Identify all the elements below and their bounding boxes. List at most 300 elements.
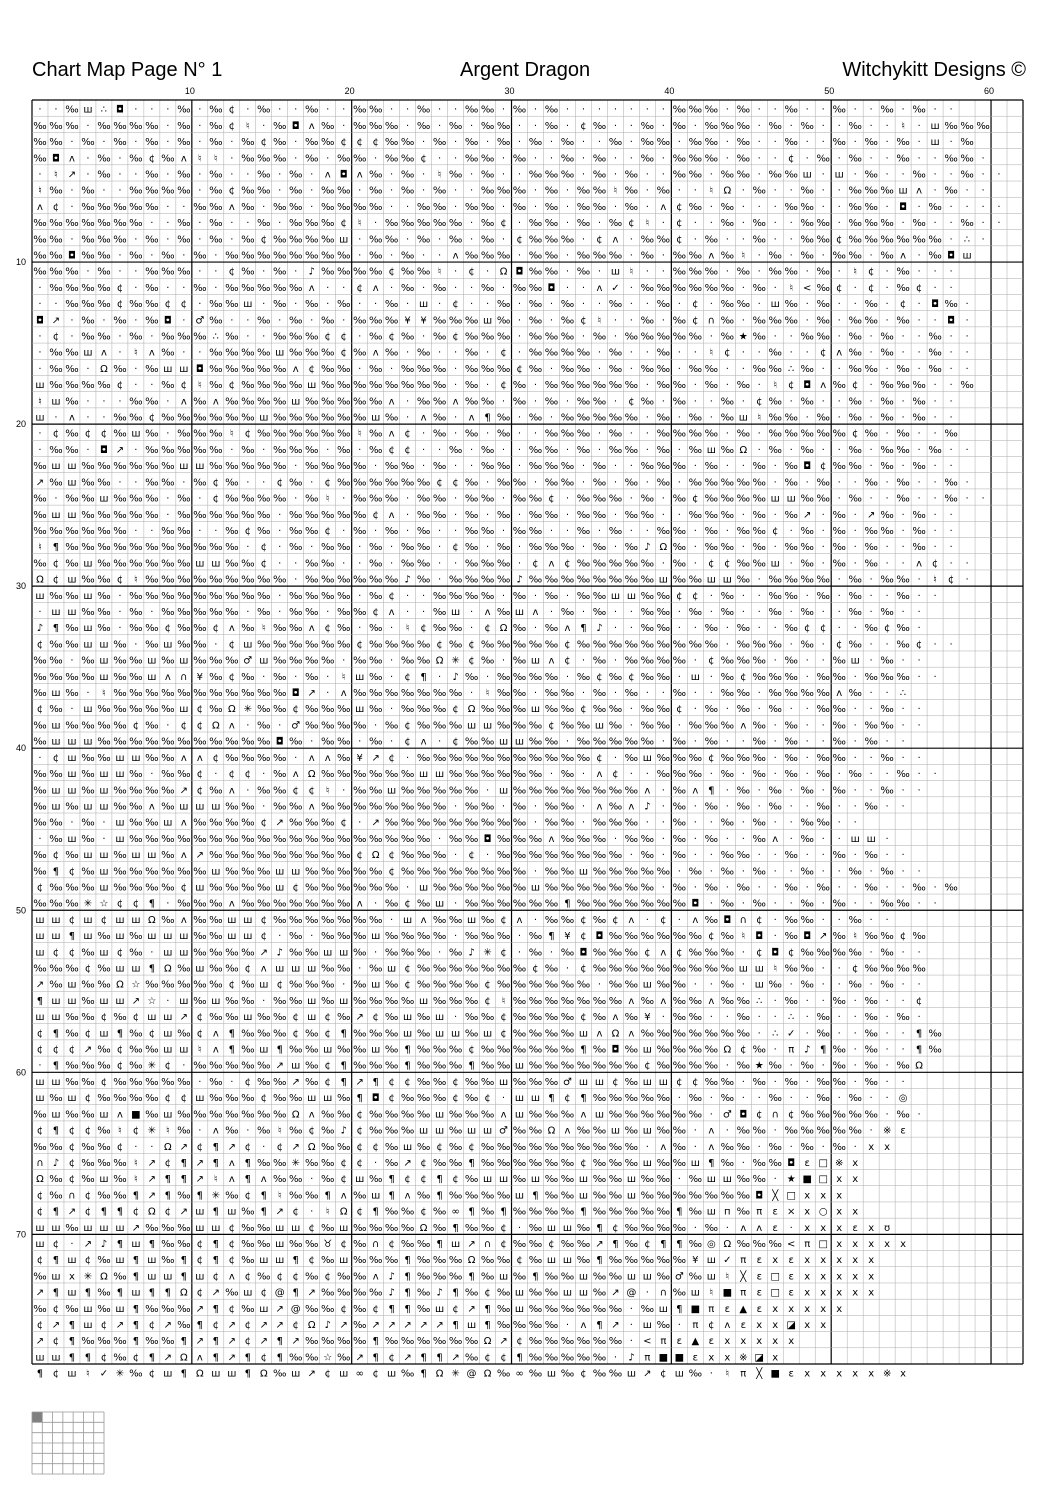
chart-symbol-cell: · (662, 834, 665, 845)
chart-symbol-cell: · (886, 769, 889, 780)
chart-symbol-cell: ш (275, 348, 284, 359)
chart-symbol-cell: ‰ (257, 380, 270, 391)
chart-symbol-cell: ш (35, 591, 44, 602)
chart-symbol-cell: ✓ (100, 1369, 108, 1380)
chart-symbol-cell: · (486, 429, 489, 440)
chart-symbol-cell: · (790, 1223, 793, 1234)
chart-symbol-cell: ↗ (84, 1239, 92, 1250)
chart-symbol-cell: ‰ (433, 137, 446, 148)
chart-symbol-cell: ‰ (497, 510, 510, 521)
chart-symbol-cell: ш (403, 1012, 412, 1023)
chart-symbol-cell: · (166, 137, 169, 148)
chart-symbol-cell: π (788, 1045, 794, 1056)
chart-symbol-cell: · (886, 834, 889, 845)
chart-symbol-cell: ‰ (737, 169, 750, 180)
chart-symbol-cell: ‰ (769, 1239, 782, 1250)
chart-symbol-cell: ‰ (241, 980, 254, 991)
chart-symbol-cell: · (134, 169, 137, 180)
chart-symbol-cell: · (374, 461, 377, 472)
chart-symbol-cell: ‰ (209, 915, 222, 926)
chart-symbol-cell: ‰ (657, 1207, 670, 1218)
chart-symbol-cell: · (726, 429, 729, 440)
chart-symbol-cell: ‰ (81, 542, 94, 553)
chart-symbol-cell: ‰ (753, 899, 766, 910)
chart-symbol-cell: · (582, 769, 585, 780)
chart-symbol-cell: · (726, 234, 729, 245)
chart-symbol-cell: ‰ (401, 688, 414, 699)
chart-symbol-cell: ‰ (177, 1239, 190, 1250)
chart-symbol-cell: · (502, 445, 505, 456)
chart-symbol-cell: ‰ (161, 477, 174, 488)
chart-symbol-cell: ¢ (197, 769, 203, 780)
chart-symbol-cell: · (278, 510, 281, 521)
chart-symbol-cell: ¢ (53, 575, 59, 586)
chart-symbol-cell: x (772, 1304, 778, 1315)
chart-symbol-cell: ‰ (832, 429, 845, 440)
chart-symbol-cell: ∩ (180, 672, 187, 683)
chart-symbol-cell: ‰ (289, 234, 302, 245)
chart-symbol-cell: ▲ (691, 1336, 699, 1347)
chart-symbol-cell: ‰ (465, 348, 478, 359)
chart-symbol-cell: ¢ (325, 1061, 331, 1072)
chart-symbol-cell: · (678, 510, 681, 521)
chart-symbol-cell: ∞ (451, 1207, 459, 1218)
chart-symbol-cell: · (230, 234, 233, 245)
chart-symbol-cell: ‰ (657, 1158, 670, 1169)
chart-symbol-cell: ‰ (561, 137, 574, 148)
chart-symbol-cell: · (630, 1304, 633, 1315)
chart-symbol-cell: ‰ (880, 980, 893, 991)
chart-symbol-cell: ш (707, 1207, 716, 1218)
chart-symbol-cell: ш (707, 575, 716, 586)
chart-symbol-cell: · (933, 461, 936, 472)
chart-symbol-cell: · (38, 105, 41, 116)
chart-symbol-cell: ‰ (737, 558, 750, 569)
chart-symbol-cell: ʌ (756, 1223, 762, 1234)
chart-symbol-cell: ‰ (353, 380, 366, 391)
chart-symbol-cell: ш (339, 947, 348, 958)
chart-symbol-cell: ‰ (433, 1336, 446, 1347)
chart-symbol-cell: ш (163, 1028, 172, 1039)
chart-symbol-cell: ○ (819, 1207, 828, 1218)
chart-symbol-cell: ‰ (145, 980, 158, 991)
chart-symbol-cell: Ω (500, 267, 508, 278)
chart-symbol-cell: · (438, 947, 441, 958)
chart-symbol-cell: ‰ (449, 964, 462, 975)
chart-symbol-cell: · (646, 1142, 649, 1153)
chart-symbol-cell: ‰ (97, 380, 110, 391)
chart-symbol-cell: ‰ (273, 332, 286, 343)
chart-symbol-cell: ‰ (145, 477, 158, 488)
chart-symbol-cell: · (550, 153, 553, 164)
chart-symbol-cell: ¢ (612, 1077, 618, 1088)
chart-symbol-cell: ♪ (309, 267, 315, 278)
chart-symbol-cell: ‰ (369, 639, 382, 650)
chart-symbol-cell: ‰ (880, 413, 893, 424)
chart-symbol-cell: ‰ (257, 526, 270, 537)
chart-symbol-cell: · (758, 688, 761, 699)
chart-symbol-cell: ‰ (577, 429, 590, 440)
chart-symbol-cell: · (550, 364, 553, 375)
chart-symbol-cell: ‰ (785, 299, 798, 310)
chart-symbol-cell: ш (243, 1288, 252, 1299)
chart-symbol-cell: ‰ (273, 380, 286, 391)
chart-symbol-cell: · (566, 445, 569, 456)
chart-symbol-cell: ‰ (161, 1336, 174, 1347)
chart-symbol-cell: ¢ (404, 720, 410, 731)
chart-symbol-cell: ♮ (326, 494, 330, 505)
chart-symbol-cell: ‰ (737, 753, 750, 764)
chart-symbol-cell: · (54, 299, 57, 310)
chart-symbol-cell: ш (147, 656, 156, 667)
chart-symbol-cell: ш (83, 1304, 92, 1315)
chart-symbol-cell: ‰ (273, 494, 286, 505)
chart-symbol-cell: · (438, 153, 441, 164)
chart-symbol-cell: ‰ (353, 656, 366, 667)
chart-symbol-cell: ‰ (369, 996, 382, 1007)
chart-symbol-cell: ‰ (305, 332, 318, 343)
chart-symbol-cell: ‰ (241, 267, 254, 278)
chart-symbol-cell: ‰ (337, 429, 350, 440)
chart-symbol-cell: ‰ (593, 850, 606, 861)
chart-symbol-cell: ¶ (660, 1239, 666, 1250)
chart-symbol-cell: ‰ (545, 250, 558, 261)
chart-symbol-cell: ‰ (145, 623, 158, 634)
chart-symbol-cell: ‰ (960, 121, 973, 132)
chart-symbol-cell: ʌ (612, 234, 618, 245)
chart-symbol-cell: · (933, 477, 936, 488)
chart-symbol-cell: ¶ (133, 1336, 139, 1347)
chart-symbol-cell: ¶ (85, 1352, 91, 1363)
chart-symbol-cell: ʌ (580, 1109, 586, 1120)
chart-symbol-cell: ‰ (289, 202, 302, 213)
chart-symbol-cell: ‰ (832, 672, 845, 683)
chart-symbol-cell: ♮ (134, 348, 138, 359)
chart-symbol-cell: ‰ (593, 202, 606, 213)
chart-symbol-cell: ‰ (465, 818, 478, 829)
chart-symbol-cell: ‰ (225, 1061, 238, 1072)
chart-symbol-cell: · (294, 753, 297, 764)
chart-symbol-cell: x (820, 1223, 826, 1234)
chart-symbol-cell: ¢ (245, 1320, 251, 1331)
chart-symbol-cell: ‰ (177, 607, 190, 618)
chart-symbol-cell: · (422, 607, 425, 618)
chart-symbol-cell: ‰ (113, 510, 126, 521)
current-page-highlight (32, 1412, 42, 1422)
chart-symbol-cell: ¢ (293, 785, 299, 796)
chart-symbol-cell: ‰ (177, 169, 190, 180)
chart-symbol-cell: ‰ (241, 348, 254, 359)
chart-symbol-cell: · (933, 413, 936, 424)
chart-symbol-cell: ‰ (321, 234, 334, 245)
chart-symbol-cell: ‰ (289, 656, 302, 667)
chart-symbol-cell: · (310, 315, 313, 326)
chart-symbol-cell: ш (275, 964, 284, 975)
chart-symbol-cell: · (646, 169, 649, 180)
chart-symbol-cell: · (981, 169, 984, 180)
chart-symbol-cell: ‰ (625, 575, 638, 586)
chart-symbol-cell: ♮ (630, 267, 634, 278)
chart-symbol-cell: · (246, 477, 249, 488)
chart-symbol-cell: ‰ (257, 720, 270, 731)
chart-symbol-cell: ‰ (976, 121, 989, 132)
chart-symbol-cell: ‰ (673, 558, 686, 569)
chart-symbol-cell: ¶ (676, 1207, 682, 1218)
chart-symbol-cell: · (38, 299, 41, 310)
chart-symbol-cell: · (678, 1093, 681, 1104)
chart-symbol-cell: · (742, 1077, 745, 1088)
chart-symbol-cell: · (822, 1142, 825, 1153)
column-number-label: 50 (824, 86, 834, 96)
chart-symbol-cell: ∴ (964, 234, 970, 245)
chart-symbol-cell: ↗ (212, 1288, 220, 1299)
chart-symbol-cell: ¢ (37, 1320, 43, 1331)
chart-symbol-cell: ╳ (755, 1367, 763, 1380)
chart-symbol-cell: ш (147, 672, 156, 683)
chart-symbol-cell: ¢ (500, 915, 506, 926)
chart-symbol-cell: ‰ (337, 931, 350, 942)
chart-symbol-cell: · (870, 153, 873, 164)
chart-symbol-cell: ‰ (848, 234, 861, 245)
chart-symbol-cell: ш (307, 380, 316, 391)
chart-symbol-cell: ‰ (97, 1093, 110, 1104)
chart-symbol-cell: ‰ (593, 1352, 606, 1363)
chart-symbol-cell: · (965, 364, 968, 375)
chart-symbol-cell: ‰ (609, 1061, 622, 1072)
chart-symbol-cell: · (854, 299, 857, 310)
chart-symbol-cell: ↗ (371, 753, 379, 764)
chart-symbol-cell: · (710, 1093, 713, 1104)
chart-symbol-cell: · (854, 283, 857, 294)
chart-symbol-cell: ‰ (273, 396, 286, 407)
chart-symbol-cell: ʌ (916, 186, 922, 197)
chart-symbol-cell: ‰ (657, 639, 670, 650)
chart-symbol-cell: · (262, 332, 265, 343)
chart-symbol-cell: ¶ (69, 1352, 75, 1363)
chart-symbol-cell: ‰ (529, 1109, 542, 1120)
chart-symbol-cell: ш (99, 769, 108, 780)
chart-symbol-cell: ‰ (225, 461, 238, 472)
chart-symbol-cell: ↗ (148, 1190, 156, 1201)
chart-symbol-cell: ‰ (785, 623, 798, 634)
chart-symbol-cell: · (774, 283, 777, 294)
chart-symbol-cell: ‰ (385, 1045, 398, 1056)
chart-symbol-cell: ‰ (529, 1077, 542, 1088)
chart-symbol-cell: ‰ (385, 931, 398, 942)
chart-symbol-cell: ‰ (896, 494, 909, 505)
chart-symbol-cell: ш (659, 575, 668, 586)
chart-symbol-cell: ‰ (657, 1255, 670, 1266)
chart-symbol-cell: ‰ (353, 153, 366, 164)
chart-symbol-cell: ‰ (513, 1271, 526, 1282)
chart-symbol-cell: ‰ (609, 899, 622, 910)
chart-symbol-cell: ‰ (353, 1190, 366, 1201)
chart-symbol-cell: ‰ (705, 477, 718, 488)
chart-symbol-cell: · (230, 153, 233, 164)
chart-symbol-cell: ‰ (433, 607, 446, 618)
chart-symbol-cell: · (710, 818, 713, 829)
chart-symbol-cell: ¢ (452, 332, 458, 343)
chart-symbol-cell: ♮ (198, 153, 202, 164)
chart-symbol-cell: ‰ (609, 1158, 622, 1169)
chart-symbol-cell: ‰ (832, 753, 845, 764)
chart-symbol-cell: ♮ (438, 169, 442, 180)
chart-symbol-cell: ‰ (369, 866, 382, 877)
chart-symbol-cell: ш (419, 996, 428, 1007)
chart-symbol-cell: ‰ (177, 1304, 190, 1315)
chart-symbol-cell: · (598, 445, 601, 456)
chart-symbol-cell: ɛ (789, 1255, 794, 1266)
chart-symbol-cell: ‰ (625, 1223, 638, 1234)
chart-symbol-cell: ¢ (245, 1190, 251, 1201)
chart-symbol-cell: ʌ (580, 1320, 586, 1331)
chart-symbol-cell: · (886, 1028, 889, 1039)
chart-symbol-cell: ‰ (337, 591, 350, 602)
chart-symbol-cell: ‰ (337, 186, 350, 197)
chart-symbol-cell: · (790, 234, 793, 245)
chart-symbol-cell: · (726, 461, 729, 472)
chart-symbol-cell: ¢ (261, 915, 267, 926)
chart-symbol-cell: ‰ (577, 1352, 590, 1363)
chart-symbol-cell: · (886, 915, 889, 926)
chart-symbol-cell: · (278, 526, 281, 537)
chart-symbol-cell: · (182, 250, 185, 261)
chart-symbol-cell: · (854, 105, 857, 116)
chart-symbol-cell: ‰ (561, 720, 574, 731)
chart-symbol-cell: · (758, 801, 761, 812)
chart-symbol-cell: ‰ (385, 769, 398, 780)
chart-symbol-cell: ♮ (278, 1190, 282, 1201)
chart-symbol-cell: · (742, 315, 745, 326)
chart-symbol-cell: ✳ (292, 1158, 300, 1169)
chart-symbol-cell: ‰ (209, 785, 222, 796)
chart-symbol-cell: ¢ (101, 1320, 107, 1331)
chart-symbol-cell: ʌ (325, 753, 331, 764)
chart-symbol-cell: · (454, 526, 457, 537)
chart-symbol-cell: · (822, 785, 825, 796)
chart-symbol-cell: ‰ (721, 899, 734, 910)
chart-symbol-cell: ↗ (36, 1336, 44, 1347)
chart-symbol-cell: ‰ (721, 1077, 734, 1088)
chart-symbol-cell: ‰ (257, 169, 270, 180)
chart-symbol-cell: ‰ (369, 1288, 382, 1299)
chart-symbol-cell: · (134, 267, 137, 278)
chart-symbol-cell: ‰ (801, 607, 814, 618)
chart-symbol-cell: · (342, 656, 345, 667)
chart-symbol-cell: ‰ (545, 1028, 558, 1039)
chart-symbol-cell: ‰ (705, 267, 718, 278)
chart-symbol-cell: · (70, 818, 73, 829)
chart-symbol-cell: · (933, 769, 936, 780)
chart-symbol-cell: ‰ (129, 202, 142, 213)
chart-symbol-cell: ¶ (149, 1239, 155, 1250)
chart-symbol-cell: ‰ (65, 964, 78, 975)
chart-symbol-cell: ‰ (385, 1255, 398, 1266)
chart-symbol-cell: · (965, 202, 968, 213)
chart-symbol-cell: ¶ (261, 1207, 267, 1218)
chart-symbol-cell: ‰ (481, 250, 494, 261)
chart-symbol-cell: ↗ (276, 1207, 284, 1218)
chart-symbol-cell: ш (771, 299, 780, 310)
chart-symbol-cell: ♪ (101, 1239, 107, 1250)
chart-symbol-cell: ‰ (401, 267, 414, 278)
chart-symbol-cell: ш (499, 785, 508, 796)
chart-symbol-cell: ш (179, 931, 188, 942)
chart-symbol-cell: ‰ (353, 1304, 366, 1315)
chart-symbol-cell: ш (435, 1304, 444, 1315)
chart-symbol-cell: ш (307, 1093, 316, 1104)
chart-symbol-cell: ‰ (305, 234, 318, 245)
chart-symbol-cell: ‰ (801, 866, 814, 877)
chart-symbol-cell: ◘ (516, 267, 524, 278)
chart-symbol-cell: ‰ (193, 477, 206, 488)
chart-symbol-cell: ш (259, 413, 268, 424)
chart-symbol-cell: · (630, 1320, 633, 1331)
chart-symbol-cell: ‰ (609, 1174, 622, 1185)
chart-symbol-cell: ‰ (609, 348, 622, 359)
chart-symbol-cell: ‰ (832, 526, 845, 537)
chart-symbol-cell: · (566, 267, 569, 278)
chart-symbol-cell: ‰ (721, 769, 734, 780)
chart-symbol-cell: · (774, 1077, 777, 1088)
chart-symbol-cell: ‰ (625, 1045, 638, 1056)
chart-symbol-cell: ‰ (513, 1126, 526, 1137)
chart-symbol-cell: ↗ (180, 1142, 188, 1153)
column-number-label: 10 (185, 86, 195, 96)
chart-symbol-cell: ¶ (181, 1336, 187, 1347)
chart-symbol-cell: ‰ (81, 494, 94, 505)
chart-symbol-cell: ‰ (177, 737, 190, 748)
chart-symbol-cell: ‰ (433, 461, 446, 472)
chart-symbol-cell: ш (211, 866, 220, 877)
chart-symbol-cell: ‰ (129, 1093, 142, 1104)
chart-symbol-cell: ʌ (660, 202, 666, 213)
chart-symbol-cell: · (566, 283, 569, 294)
chart-symbol-cell: ¢ (388, 753, 394, 764)
chart-symbol-cell: ‰ (705, 1223, 718, 1234)
chart-symbol-cell: ‰ (864, 202, 877, 213)
chart-symbol-cell: ◘ (100, 445, 108, 456)
chart-symbol-cell: ¢ (580, 1158, 586, 1169)
chart-symbol-cell: ‰ (401, 558, 414, 569)
chart-symbol-cell: ¢ (309, 364, 315, 375)
chart-symbol-cell: ‰ (753, 1174, 766, 1185)
chart-symbol-cell: ¶ (165, 1190, 171, 1201)
chart-symbol-cell: ‰ (385, 720, 398, 731)
chart-symbol-cell: ‰ (177, 218, 190, 229)
chart-symbol-cell: ‰ (912, 413, 925, 424)
chart-symbol-cell: · (630, 137, 633, 148)
chart-symbol-cell: ¢ (580, 121, 586, 132)
chart-symbol-cell: ‰ (449, 575, 462, 586)
chart-symbol-cell: ‰ (593, 332, 606, 343)
chart-symbol-cell: ‰ (545, 396, 558, 407)
chart-symbol-cell: · (518, 137, 521, 148)
chart-symbol-cell: ‰ (145, 720, 158, 731)
chart-symbol-cell: ‰ (513, 801, 526, 812)
chart-symbol-cell: ‰ (832, 704, 845, 715)
chart-symbol-cell: ‰ (529, 1028, 542, 1039)
chart-symbol-cell: Ω (484, 1336, 492, 1347)
chart-symbol-cell: · (406, 413, 409, 424)
chart-symbol-cell: ‰ (864, 964, 877, 975)
chart-symbol-cell: ‰ (864, 315, 877, 326)
chart-symbol-cell: ш (579, 1190, 588, 1201)
chart-symbol-cell: ‰ (337, 380, 350, 391)
chart-symbol-cell: ¢ (644, 947, 650, 958)
chart-symbol-cell: ш (115, 1223, 124, 1234)
chart-symbol-cell: ‰ (241, 1207, 254, 1218)
